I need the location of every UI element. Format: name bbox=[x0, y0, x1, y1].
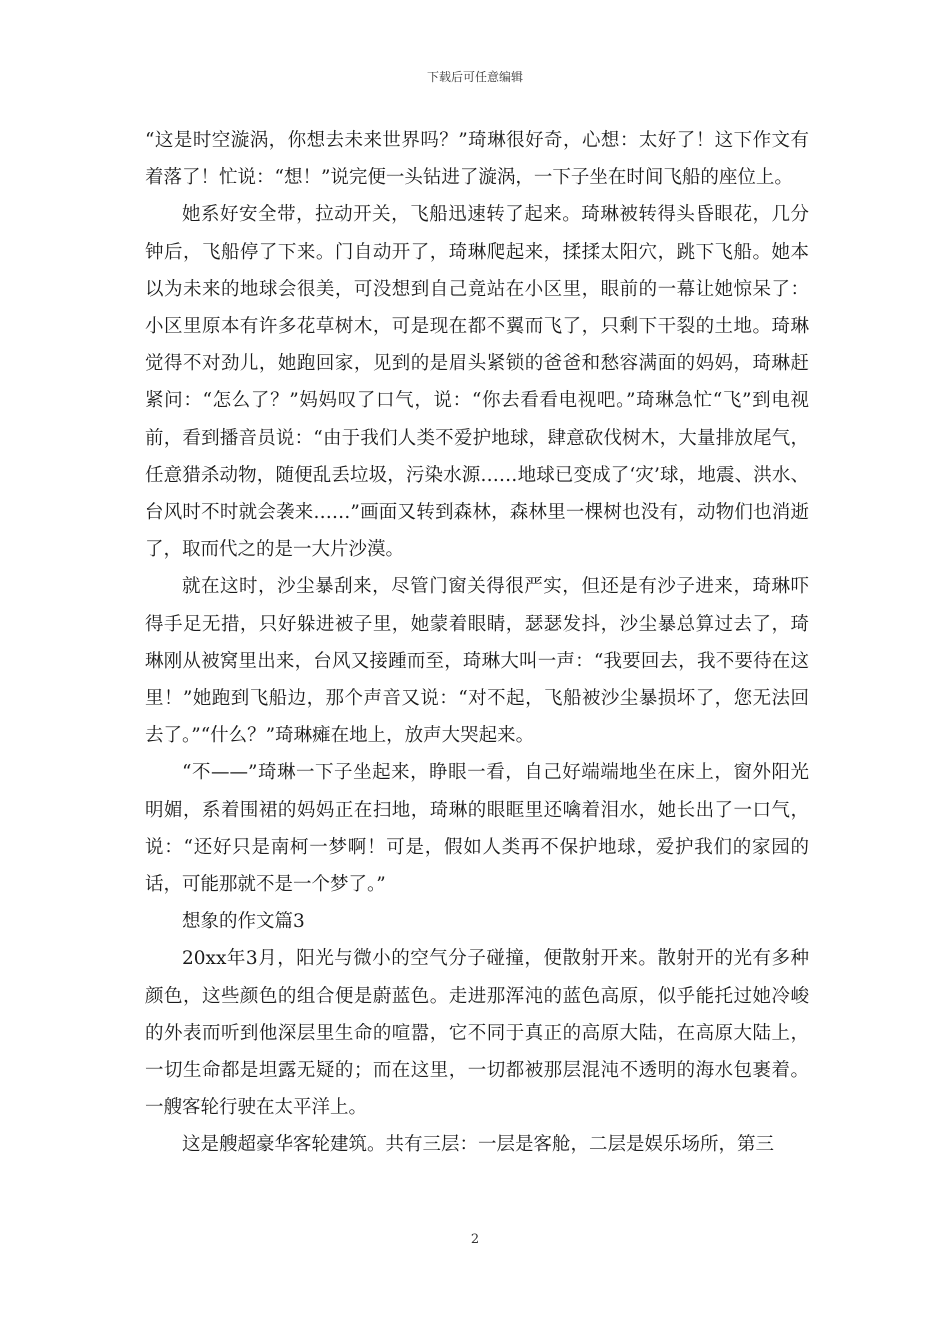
paragraph-2: 她系好安全带，拉动开关，飞船迅速转了起来。琦琳被转得头昏眼花，几分钟后，飞船停了下来。门自动开了，琦琳爬起来，揉揉太阳穴，跳下飞船。她本以为未来的地球会很美，可没想到自己竟站在小区里，眼前的一幕让她惊呆了：小区里原本有许多花草树木，可是现在都不翼而飞了，只剩下干裂的土地。琦琳觉得不对劲儿，她跑回家，见到的是眉头紧锁的爸爸和愁容满面的妈妈，琦琳赶紧问：“怎么了？”妈妈叹了口气，说：“你去看看电视吧。”琦琳急忙“飞”到电视前，看到播音员说：“由于我们人类不爱护地球，肆意砍伐树木，大量排放尾气，任意猎杀动物，随便乱丢垃圾，污染水源……地球已变成了‘灾’球，地震、洪水、台风时不时就会袭来……”画面又转到森林，森林里一棵树也没有，动物们也消逝了，取而代之的是一大片沙漠。 bbox=[145, 204, 809, 561]
page-header: 下载后可任意编辑 bbox=[426, 70, 523, 84]
page-number: 2 bbox=[470, 1232, 480, 1247]
paragraph-1: “这是时空漩涡，你想去未来世界吗？”琦琳很好奇，心想：太好了！这下作文有着落了！忙说：“想！”说完便一头钻进了漩涡，一下子坐在时间飞船的座位上。 bbox=[145, 130, 809, 189]
paragraph-4: “不——”琦琳一下子坐起来，睁眼一看，自己好端端地坐在床上，窗外阳光明媚，系着围裙的妈妈正在扫地，琦琳的眼眶里还噙着泪水，她长出了一口气，说：“还好只是南柯一梦啊！可是，假如人类再不保护地球，爱护我们的家园的话，可能那就不是一个梦了。” bbox=[145, 762, 809, 896]
paragraph-5: 20xx年3月，阳光与微小的空气分子碰撞，便散射开来。散射开的光有多种颜色，这些颜色的组合便是蔚蓝色。走进那浑沌的蓝色高原，似乎能托过她冷峻的外表而听到他深层里生命的喧嚣，它不同于真正的高原大陆，在高原大陆上，一切生命都是坦露无疑的；而在这里，一切都被那层混沌不透明的海水包裹着。一艘客轮行驶在太平洋上。 bbox=[145, 948, 809, 1119]
section-heading: 想象的作文篇3 bbox=[182, 911, 305, 933]
paragraph-6: 这是艘超豪华客轮建筑。共有三层：一层是客舱，二层是娱乐场所，第三 bbox=[182, 1134, 775, 1156]
document-body bbox=[145, 122, 809, 1164]
paragraph-3: 就在这时，沙尘暴刮来，尽管门窗关得很严实，但还是有沙子进来，琦琳吓得手足无措，只好躲进被子里，她蒙着眼睛，瑟瑟发抖，沙尘暴总算过去了，琦琳刚从被窝里出来，台风又接踵而至，琦琳大叫一声：“我要回去，我不要待在这里！”她跑到飞船边，那个声音又说：“对不起，飞船被沙尘暴损坏了，您无法回去了。”“什么？”琦琳瘫在地上，放声大哭起来。 bbox=[145, 576, 809, 747]
